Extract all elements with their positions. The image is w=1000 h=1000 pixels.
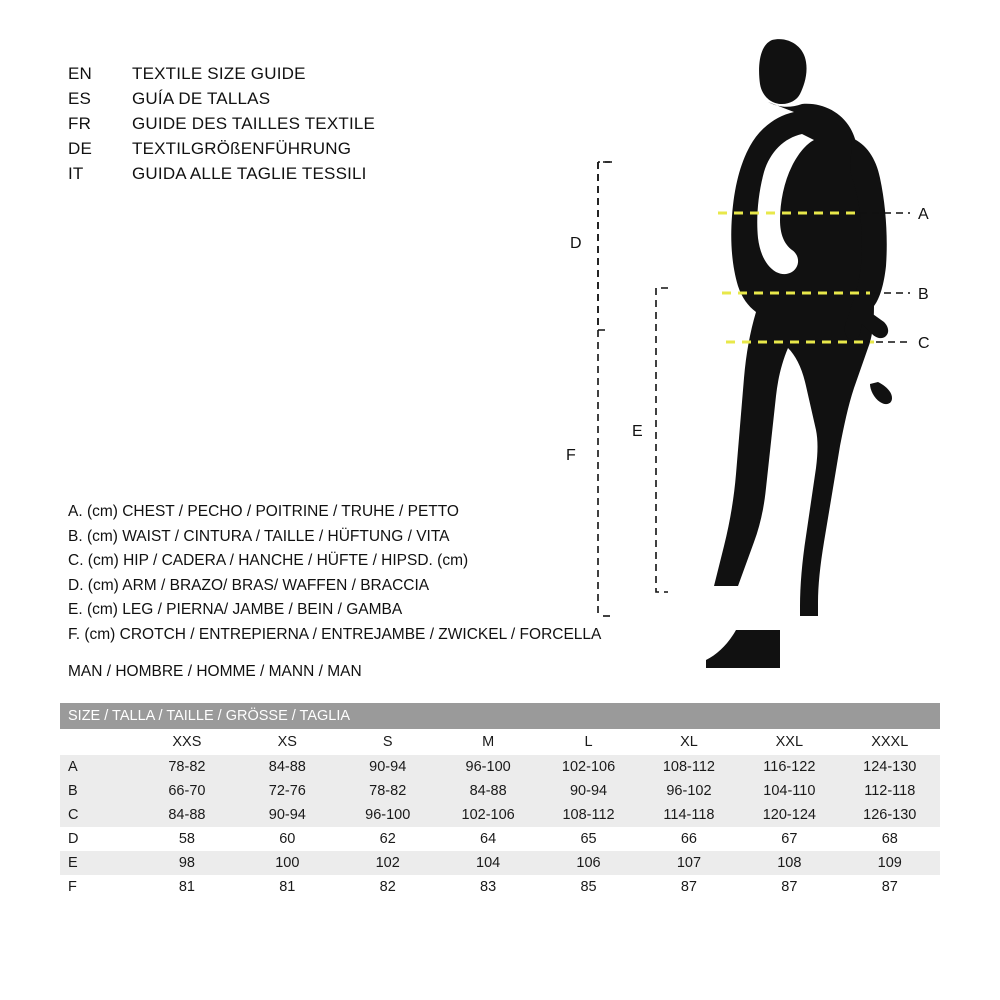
- title-row: [68, 64, 528, 89]
- column-header: XXS: [137, 729, 237, 755]
- language-code: ES: [68, 89, 92, 108]
- column-header: XXXL: [840, 729, 940, 755]
- title-row: [68, 89, 528, 114]
- table-cell: 108: [739, 851, 839, 875]
- size-table: [60, 703, 940, 899]
- language-code: IT: [68, 164, 84, 183]
- leg-bracket: [656, 288, 668, 592]
- table-cell: 90-94: [538, 779, 638, 803]
- table-cell: 68: [840, 827, 940, 851]
- table-cell: 84-88: [137, 803, 237, 827]
- title-text: TEXTILGRÖßENFÜHRUNG: [132, 139, 352, 158]
- table-cell: 90-94: [237, 803, 337, 827]
- legend-item: F. (cm) CROTCH / ENTREPIERNA / ENTREJAMBE / ZWICKEL / FORCELLA: [68, 625, 602, 643]
- table-cell: 108-112: [639, 755, 739, 779]
- table-cell: 98: [137, 851, 237, 875]
- table-cell: 87: [739, 875, 839, 899]
- row-label: F: [60, 875, 137, 899]
- table-cell: 102-106: [538, 755, 638, 779]
- title-row: [68, 114, 528, 139]
- table-cell: 102: [338, 851, 438, 875]
- gender-label: MAN / HOMBRE / HOMME / MANN / MAN: [68, 663, 362, 680]
- table-cell: 96-100: [438, 755, 538, 779]
- table-cell: 120-124: [739, 803, 839, 827]
- body-diagram: [540, 30, 960, 670]
- marker-label-leg: E: [632, 423, 643, 440]
- column-header: M: [438, 729, 538, 755]
- table-cell: 112-118: [840, 779, 940, 803]
- table-cell: 84-88: [438, 779, 538, 803]
- table-cell: 65: [538, 827, 638, 851]
- marker-label-waist: B: [918, 286, 929, 303]
- arm-bracket: [598, 162, 610, 330]
- table-cell: 82: [338, 875, 438, 899]
- table-cell: 109: [840, 851, 940, 875]
- marker-label-chest: A: [918, 206, 929, 223]
- column-header: S: [338, 729, 438, 755]
- table-cell: 64: [438, 827, 538, 851]
- table-cell: 60: [237, 827, 337, 851]
- language-code: FR: [68, 114, 92, 133]
- marker-label-arm: D: [570, 235, 582, 252]
- table-cell: 66-70: [137, 779, 237, 803]
- table-cell: 83: [438, 875, 538, 899]
- legend-item: C. (cm) HIP / CADERA / HANCHE / HÜFTE / HIPSD. (cm): [68, 552, 469, 569]
- title-text: GUIDE DES TAILLES TEXTILE: [132, 114, 376, 133]
- table-row: [60, 827, 940, 851]
- table-row: [60, 779, 940, 803]
- table-row: [60, 875, 940, 899]
- marker-label-hip: C: [918, 335, 930, 352]
- table-cell: 116-122: [739, 755, 839, 779]
- table-cell: 107: [639, 851, 739, 875]
- table-cell: 58: [137, 827, 237, 851]
- crotch-bracket: [598, 162, 612, 616]
- title-text: GUÍA DE TALLAS: [132, 89, 271, 108]
- table-row: [60, 755, 940, 779]
- table-cell: 106: [538, 851, 638, 875]
- legend-item: D. (cm) ARM / BRAZO/ BRAS/ WAFFEN / BRACCIA: [68, 576, 430, 594]
- table-cell: 78-82: [338, 779, 438, 803]
- table-header-row: [60, 729, 940, 755]
- table-cell: 124-130: [840, 755, 940, 779]
- table-header-corner: [60, 729, 137, 755]
- table-cell: 96-100: [338, 803, 438, 827]
- table-cell: 104-110: [739, 779, 839, 803]
- column-header: XXL: [739, 729, 839, 755]
- row-label: D: [60, 827, 137, 851]
- table-cell: 84-88: [237, 755, 337, 779]
- table-cell: 114-118: [639, 803, 739, 827]
- legend-item: B. (cm) WAIST / CINTURA / TAILLE / HÜFTUNG / VITA: [68, 527, 450, 545]
- title-text: GUIDA ALLE TAGLIE TESSILI: [132, 164, 367, 183]
- table-cell: 87: [840, 875, 940, 899]
- row-label: A: [60, 755, 137, 779]
- row-label: B: [60, 779, 137, 803]
- table-cell: 90-94: [338, 755, 438, 779]
- table-cell: 66: [639, 827, 739, 851]
- table-cell: 81: [237, 875, 337, 899]
- row-label: E: [60, 851, 137, 875]
- title-row: [68, 139, 528, 164]
- table-cell: 85: [538, 875, 638, 899]
- table-cell: 87: [639, 875, 739, 899]
- table-cell: 67: [739, 827, 839, 851]
- language-code: EN: [68, 64, 93, 83]
- table-cell: 100: [237, 851, 337, 875]
- row-label: C: [60, 803, 137, 827]
- title-block: [68, 64, 528, 189]
- marker-label-crotch: F: [566, 447, 576, 464]
- table-cell: 104: [438, 851, 538, 875]
- column-header: XS: [237, 729, 337, 755]
- male-silhouette-icon: [706, 39, 892, 668]
- table-row: [60, 851, 940, 875]
- legend-item: A. (cm) CHEST / PECHO / POITRINE / TRUHE / PETTO: [68, 503, 459, 520]
- column-header: XL: [639, 729, 739, 755]
- title-text: TEXTILE SIZE GUIDE: [132, 64, 306, 83]
- table-banner: SIZE / TALLA / TAILLE / GRÖSSE / TAGLIA: [60, 703, 940, 729]
- table-cell: 96-102: [639, 779, 739, 803]
- table-banner-row: [60, 703, 940, 729]
- column-header: L: [538, 729, 638, 755]
- table-cell: 81: [137, 875, 237, 899]
- table-row: [60, 803, 940, 827]
- table-cell: 72-76: [237, 779, 337, 803]
- table-cell: 126-130: [840, 803, 940, 827]
- legend-item: E. (cm) LEG / PIERNA/ JAMBE / BEIN / GAMBA: [68, 601, 403, 618]
- table-cell: 108-112: [538, 803, 638, 827]
- table-cell: 78-82: [137, 755, 237, 779]
- language-code: DE: [68, 139, 93, 158]
- table-cell: 62: [338, 827, 438, 851]
- table-cell: 102-106: [438, 803, 538, 827]
- title-row: [68, 164, 528, 189]
